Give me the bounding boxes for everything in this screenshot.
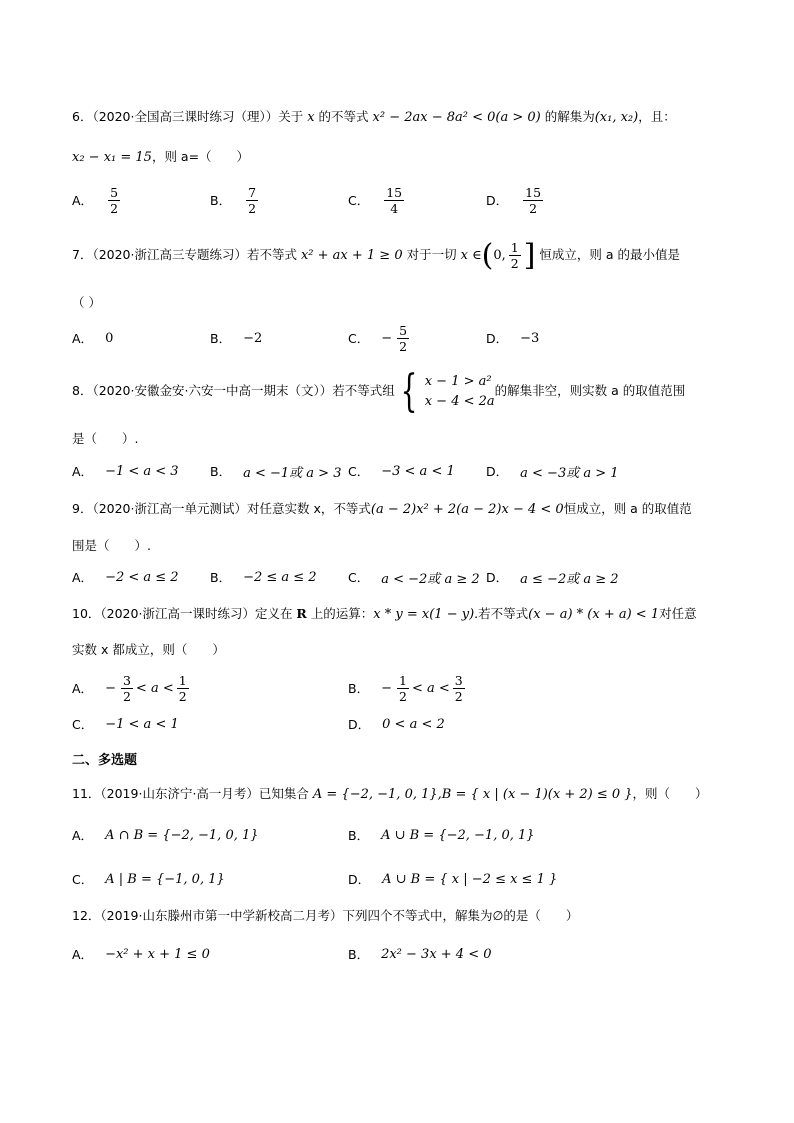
set-a-definition: A = {−2, −1, 0, 1} [312,787,438,802]
option-a[interactable] [72,934,210,974]
option-value: a < −1或 a > 3 [243,465,342,481]
option-d[interactable] [486,451,619,491]
option-label: A． [72,681,94,696]
fraction [177,673,189,704]
question-7-source: 7．（2020·浙江高三专题练习）若不等式 [72,247,301,262]
option-c[interactable] [72,706,179,742]
option-value: a < −3或 a > 1 [520,465,619,481]
question-10-text: 上的运算： [306,606,374,621]
numerator: 1 [398,672,407,688]
option-value: −x² + x + 1 ≤ 0 [105,946,210,962]
question-6-text-3: ，且： [638,109,676,124]
numerator: 3 [122,672,131,688]
option-d[interactable] [348,859,557,899]
option-a[interactable] [72,180,123,220]
option-d[interactable] [486,557,619,597]
question-10-operation: x * y = x(1 − y) [373,607,475,622]
option-label: B． [348,947,370,962]
denominator: 2 [122,688,131,704]
denominator: 2 [248,200,257,216]
question-10-line-1 [72,605,697,624]
question-12-line-1 [72,907,578,925]
question-12-source: 12．（2019·山东滕州市第一中学新校高二月考）下列四个不等式中，解集为∅的是（ ） [72,908,579,923]
option-d[interactable] [486,180,546,220]
option-a[interactable] [72,668,192,708]
fraction [453,673,465,704]
question-7-text-2: 恒成立，则 a 的最小值是 [535,247,681,262]
question-7-interval [482,237,536,275]
option-value: 2x² − 3x + 4 < 0 [381,946,492,962]
numerator: 1 [510,240,519,255]
system-row-2: x − 4 < 2a [424,393,495,409]
question-10-options-row-1 [72,668,792,708]
option-label: D． [486,193,509,208]
question-11-options-row-1 [72,815,792,855]
question-10-prompt: 实数 x 都成立，则（ ） [72,642,225,657]
option-label: B． [348,828,370,843]
question-7-text: 对于一切 [402,247,461,262]
question-10-inequality: (x − a) * (x + a) < 1 [528,607,660,622]
question-8-text: 的解集非空，则实数 a 的取值范围 [494,383,686,398]
question-6-source: 6．（2020·全国高三课时练习（理））关于 [72,109,308,124]
question-6-interval: (x₁, x₂) [594,110,639,125]
question-10-line-2 [72,641,225,659]
question-8-line-1 [72,365,686,417]
question-8-prompt: 是（ ）. [72,431,139,446]
option-label: C． [72,717,94,732]
option-b[interactable] [348,668,468,708]
right-bracket: ] [523,237,536,273]
option-b[interactable] [210,180,261,220]
option-value: A ∩ B = {−2, −1, 0, 1} [105,827,259,843]
option-label: A． [72,331,94,346]
option-c[interactable] [348,557,480,597]
option-label: D． [348,717,371,732]
minus-sign: − [105,680,116,696]
question-9-options [72,557,792,597]
fraction [397,323,409,354]
question-8-line-2 [72,430,138,448]
option-label: C． [72,872,94,887]
option-label: B． [210,570,232,585]
question-7-line-1 [72,236,680,275]
question-10-text-2: .若不等式 [474,606,529,621]
question-7-options [72,318,792,358]
option-b[interactable] [210,557,317,597]
option-label: B． [210,464,232,479]
option-label: D． [486,331,509,346]
question-7-inequality: x² + ax + 1 ≥ 0 [300,248,403,263]
denominator: 2 [178,688,187,704]
denominator: 2 [454,688,463,704]
option-value: −1 < a < 1 [105,716,179,732]
interval-start: 0, [493,247,506,263]
inequality-middle: < a < [411,680,450,696]
option-c[interactable] [348,451,455,491]
question-6-variable: x [307,110,315,125]
option-label: A． [72,947,94,962]
inequality-middle: < a < [135,680,174,696]
option-value: −3 < a < 1 [381,463,455,479]
question-11-line-1 [72,785,708,804]
question-6-line-1 [72,108,676,127]
option-value: 0 < a < 2 [382,716,445,732]
option-value: −1 < a < 3 [105,463,179,479]
denominator: 2 [529,200,538,216]
option-value: A | B = {−1, 0, 1} [105,871,225,887]
question-9-prompt: 围是（ ）. [72,538,151,553]
option-value: a ≤ −2或 a ≥ 2 [520,571,619,587]
denominator: 2 [110,200,119,216]
denominator: 4 [390,200,399,216]
numerator: 5 [399,322,408,338]
question-8-options [72,451,792,491]
fraction [397,673,409,704]
option-b[interactable] [348,934,492,974]
inequality-system [395,365,495,417]
minus-sign: − [381,330,393,346]
fraction [246,185,258,216]
real-numbers-symbol: R [296,606,307,621]
option-c[interactable] [348,318,412,358]
question-6-line-2 [72,148,249,167]
option-value: −2 ≤ a ≤ 2 [243,569,317,585]
left-paren: ( [481,237,494,273]
option-value: 0 [105,330,114,346]
question-10-text-3: 对任意 [659,606,697,621]
denominator: 2 [398,688,407,704]
numerator: 3 [454,672,463,688]
option-c[interactable] [348,180,407,220]
option-label: B． [210,193,232,208]
question-6-options [72,180,792,220]
question-6-inequality: x² − 2ax − 8a² < 0(a > 0) [372,110,541,125]
option-b[interactable] [348,815,535,855]
option-b[interactable] [210,451,341,491]
numerator: 7 [248,184,257,200]
option-label: A． [72,464,94,479]
question-11-prompt: ，则（ ） [632,786,708,801]
system-rows [425,372,495,412]
option-value: −3 [520,330,540,346]
fraction [509,240,521,271]
option-label: A． [72,570,94,585]
option-label: C． [348,464,370,479]
option-b[interactable] [210,318,262,358]
question-9-line-1 [72,500,692,519]
question-6-text: 的不等式 [314,109,373,124]
question-9-line-2 [72,537,151,555]
fraction [121,673,133,704]
fraction [108,185,120,216]
option-value: −2 < a ≤ 2 [105,569,179,585]
denominator: 2 [399,338,408,354]
option-label: A． [72,193,94,208]
option-label: D． [348,872,371,887]
option-d[interactable] [348,706,445,742]
option-value: −2 [243,330,263,346]
numerator: 15 [386,184,403,200]
option-label: A． [72,828,94,843]
question-10-source: 10．（2020·浙江高一课时练习）定义在 [72,606,297,621]
option-label: C． [348,331,370,346]
left-brace: { [400,365,418,417]
fraction [523,185,543,216]
system-row-1: x − 1 > a² [424,373,492,389]
option-label: D． [486,570,509,585]
section-heading-multiple-choice: 二、多选题 [72,753,138,768]
option-label: D． [486,464,509,479]
denominator: 2 [510,256,519,271]
question-9-text: 恒成立，则 a 的取值范 [563,501,692,516]
option-d[interactable] [486,318,539,358]
numerator: 5 [110,184,119,200]
option-a[interactable] [72,318,113,358]
option-a[interactable] [72,815,259,855]
set-b-definition: B = { x | (x − 1)(x + 2) ≤ 0 } [441,787,633,802]
numerator: 1 [178,672,187,688]
question-9-inequality: (a − 2)x² + 2(a − 2)x − 4 < 0 [370,502,564,517]
question-6-condition: x₂ − x₁ = 15 [72,150,152,165]
option-label: C． [348,570,370,585]
option-label: B． [348,681,370,696]
option-value: a < −2或 a ≥ 2 [381,571,480,587]
option-a[interactable] [72,557,179,597]
separator: , [437,787,442,802]
option-a[interactable] [72,451,179,491]
question-7-line-2 [72,294,101,312]
question-7-membership: x ∈ [460,248,482,263]
option-label: C． [348,193,370,208]
question-11-source: 11．（2019·山东济宁·高一月考）已知集合 [72,786,313,801]
option-c[interactable] [72,859,225,899]
option-label: B． [210,331,232,346]
question-6-text-2: 的解集为 [540,109,595,124]
question-10-options-row-2 [72,706,792,742]
option-value: A ∪ B = {−2, −1, 0, 1} [381,827,535,843]
question-11-options-row-2 [72,859,792,899]
option-value: A ∪ B = { x | −2 ≤ x ≤ 1 } [382,871,558,887]
question-6-prompt: ，则 a=（ ） [151,149,250,164]
question-12-options [72,934,792,974]
minus-sign: − [381,680,392,696]
question-9-source: 9．（2020·浙江高一单元测试）对任意实数 x，不等式 [72,501,371,516]
question-8-source: 8．（2020·安徽金安·六安一中高一期末（文））若不等式组 [72,383,395,398]
question-7-prompt: （ ） [72,295,101,310]
fraction [384,185,404,216]
numerator: 15 [525,184,542,200]
